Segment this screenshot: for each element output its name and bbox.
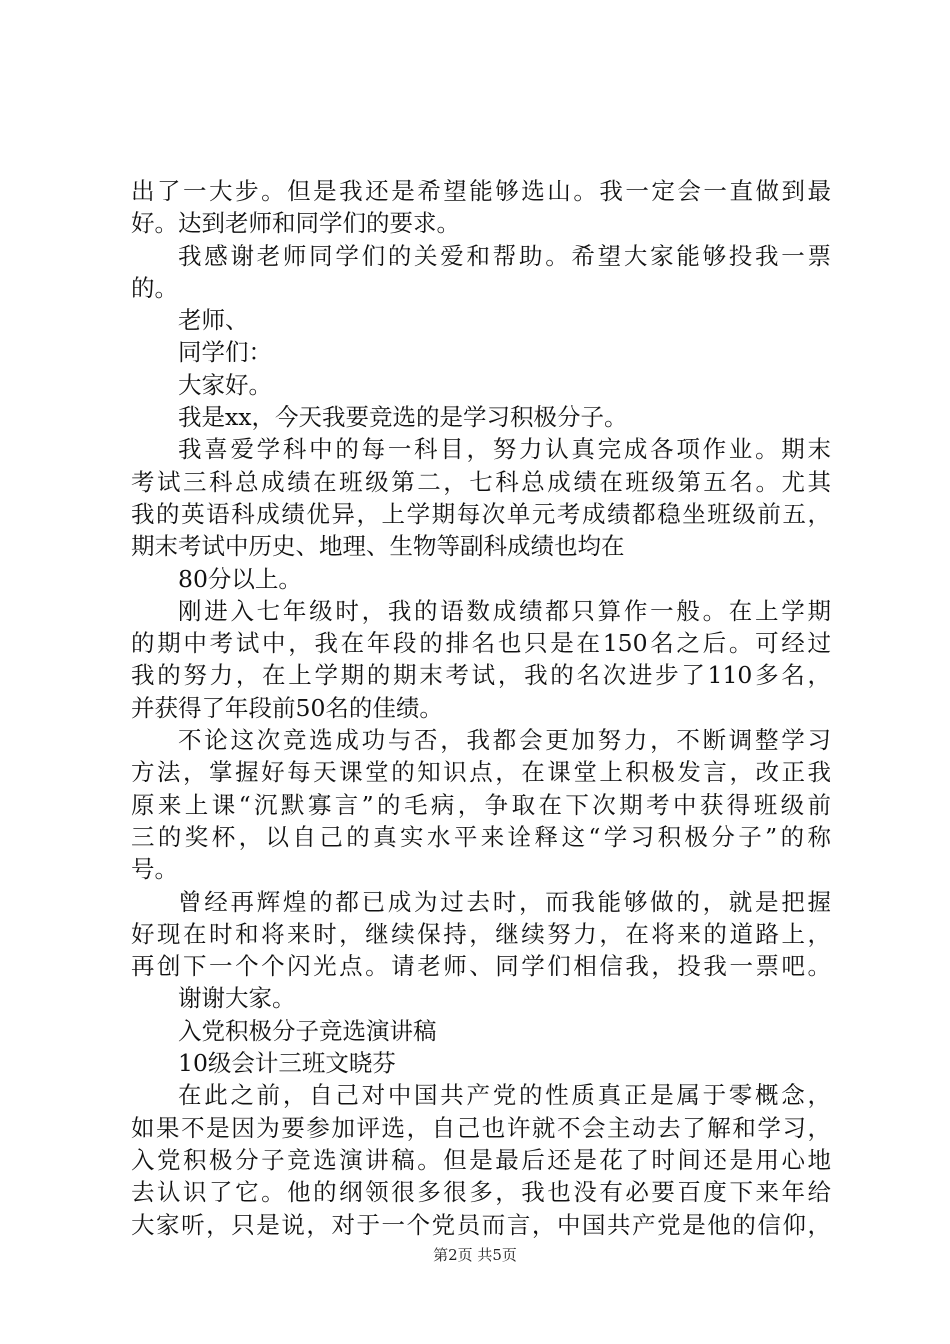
text-line: 大家好。 [178,370,272,399]
text-line: 入党积极分子竞选演讲稿。但是最后还是花了时间还是用心地 [131,1145,831,1174]
text-line: 我感谢老师同学们的关爱和帮助。希望大家能够投我一票 [178,241,831,270]
text-line: 入党积极分子竞选演讲稿 [178,1016,437,1045]
text-line: 如果不是因为要参加评选，自己也许就不会主动去了解和学习， [131,1113,831,1142]
text-line: 三的奖杯，以自己的真实水平来诠释这“学习积极分子”的称 [131,822,831,851]
text-line: 方法，掌握好每天课堂的知识点，在课堂上积极发言，改正我 [131,758,831,787]
text-line: 谢谢大家。 [178,984,296,1013]
text-line: 10级会计三班文晓芬 [178,1049,396,1078]
text-line: 的期中考试中，我在年段的排名也只是在150名之后。可经过 [131,629,831,658]
text-line: 我喜爱学科中的每一科目，努力认真完成各项作业。期末 [178,435,831,464]
text-line: 的。 [131,273,178,302]
text-line: 并获得了年段前50名的佳绩。 [131,693,443,722]
text-line: 考试三科总成绩在班级第二，七科总成绩在班级第五名。尤其 [131,467,831,496]
text-line: 老师、 [178,306,249,335]
page-footer: 第2页 共5页 [433,1246,517,1264]
text-line: 曾经再辉煌的都已成为过去时，而我能够做的，就是把握 [178,887,831,916]
text-line: 出了一大步。但是我还是希望能够选山。我一定会一直做到最 [131,177,831,205]
text-line: 号。 [131,855,178,884]
text-line: 再创下一个个闪光点。请老师、同学们相信我，投我一票吧。 [131,952,831,981]
text-line: 去认识了它。他的纲领很多很多，我也没有必要百度下来年给 [131,1178,831,1207]
text-line: 80分以上。 [178,564,302,593]
text-line: 好。达到老师和同学们的要求。 [131,209,460,238]
text-line: 好现在时和将来时，继续保持，继续努力，在将来的道路上， [131,919,831,948]
text-line: 不论这次竞选成功与否，我都会更加努力，不断调整学习 [178,726,831,755]
text-line: 我的努力，在上学期的期末考试，我的名次进步了110多名， [131,661,831,690]
text-line: 在此之前，自己对中国共产党的性质真正是属于零概念， [178,1081,831,1110]
text-line: 我是xx，今天我要竞选的是学习积极分子。 [178,403,628,432]
document-body [131,175,831,1241]
text-line: 大家听，只是说，对于一个党员而言，中国共产党是他的信仰， [131,1210,831,1239]
text-line: 我的英语科成绩优异，上学期每次单元考成绩都稳坐班级前五， [131,499,831,528]
text-line: 期末考试中历史、地理、生物等副科成绩也均在 [131,532,625,561]
text-line: 刚进入七年级时，我的语数成绩都只算作一般。在上学期 [178,596,831,625]
text-line: 原来上课“沉默寡言”的毛病，争取在下次期考中获得班级前 [131,790,831,819]
text-line: 同学们： [178,338,272,367]
